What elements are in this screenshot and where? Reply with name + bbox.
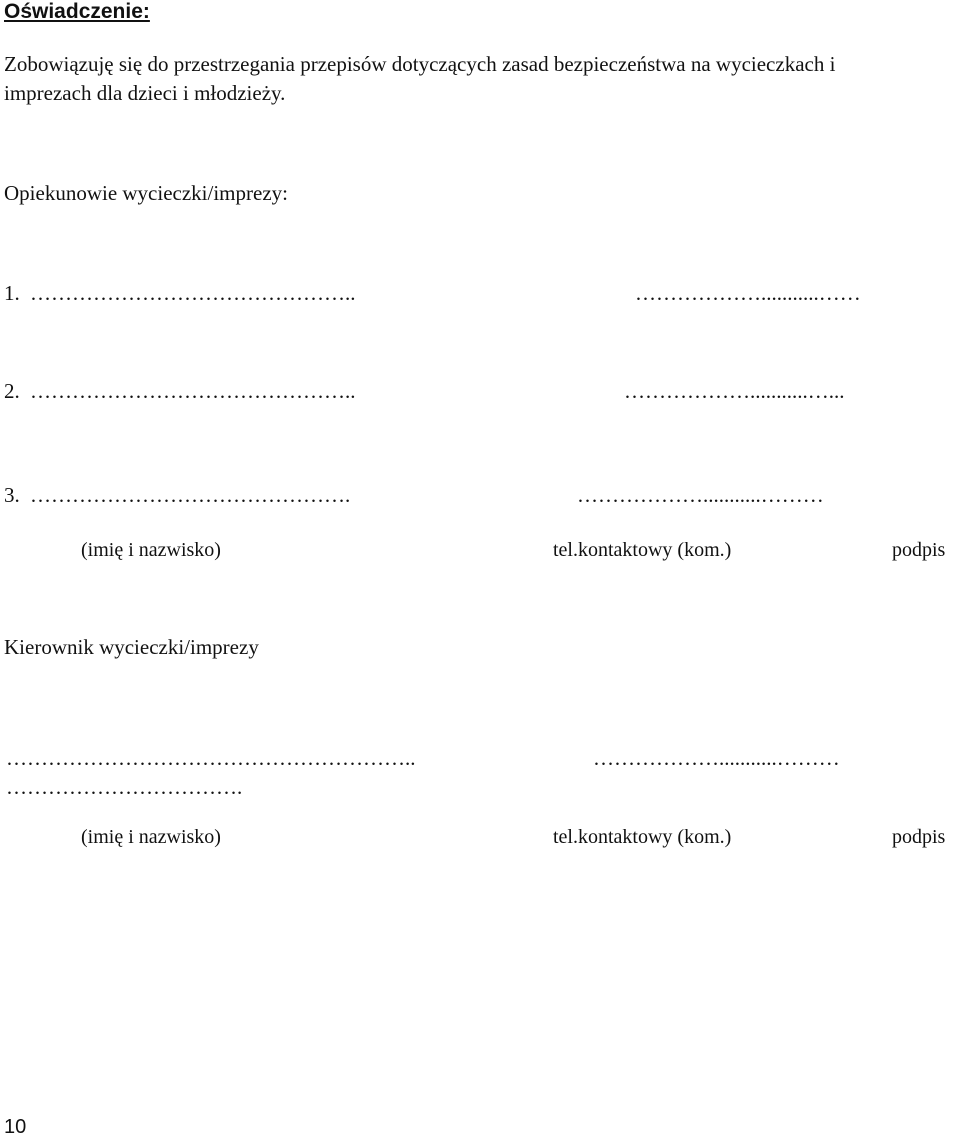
declaration-heading: Oświadczenie: <box>4 0 150 23</box>
page-number: 10 <box>4 1116 27 1138</box>
leader-name-line-continuation: ……………………………. <box>6 775 243 799</box>
guardian-2-phone-line: ………………...........…... <box>624 379 845 403</box>
leader-signature-caption: podpis <box>892 826 946 848</box>
leader-phone-line: ………………...........……… <box>593 746 840 770</box>
guardian-1-phone-line: ………………...........…… <box>635 281 861 305</box>
declaration-line-2: imprezach dla dzieci i młodzieży. <box>4 81 286 105</box>
guardian-phone-caption: tel.kontaktowy (kom.) <box>553 539 732 561</box>
guardian-3-number: 3. <box>4 483 20 507</box>
guardian-signature-caption: podpis <box>892 539 946 561</box>
declaration-line-1: Zobowiązuję się do przestrzegania przepisów dotyczących zasad bezpieczeństwa na wycieczkach i <box>4 52 836 76</box>
guardian-2-name-line: ……………………………………….. <box>30 379 356 403</box>
leader-phone-caption: tel.kontaktowy (kom.) <box>553 826 732 848</box>
guardian-3-name-line: ………………………………………. <box>30 483 351 507</box>
guardian-name-caption: (imię i nazwisko) <box>81 539 221 561</box>
guardian-1-number: 1. <box>4 281 20 305</box>
guardian-1-name-line: ……………………………………….. <box>30 281 356 305</box>
leader-name-caption: (imię i nazwisko) <box>81 826 221 848</box>
guardians-label: Opiekunowie wycieczki/imprezy: <box>4 181 288 205</box>
guardian-3-phone-line: ………………...........……… <box>577 483 824 507</box>
guardian-2-number: 2. <box>4 379 20 403</box>
leader-label: Kierownik wycieczki/imprezy <box>4 635 259 659</box>
leader-name-line: ………………………………………………….. <box>6 746 416 770</box>
